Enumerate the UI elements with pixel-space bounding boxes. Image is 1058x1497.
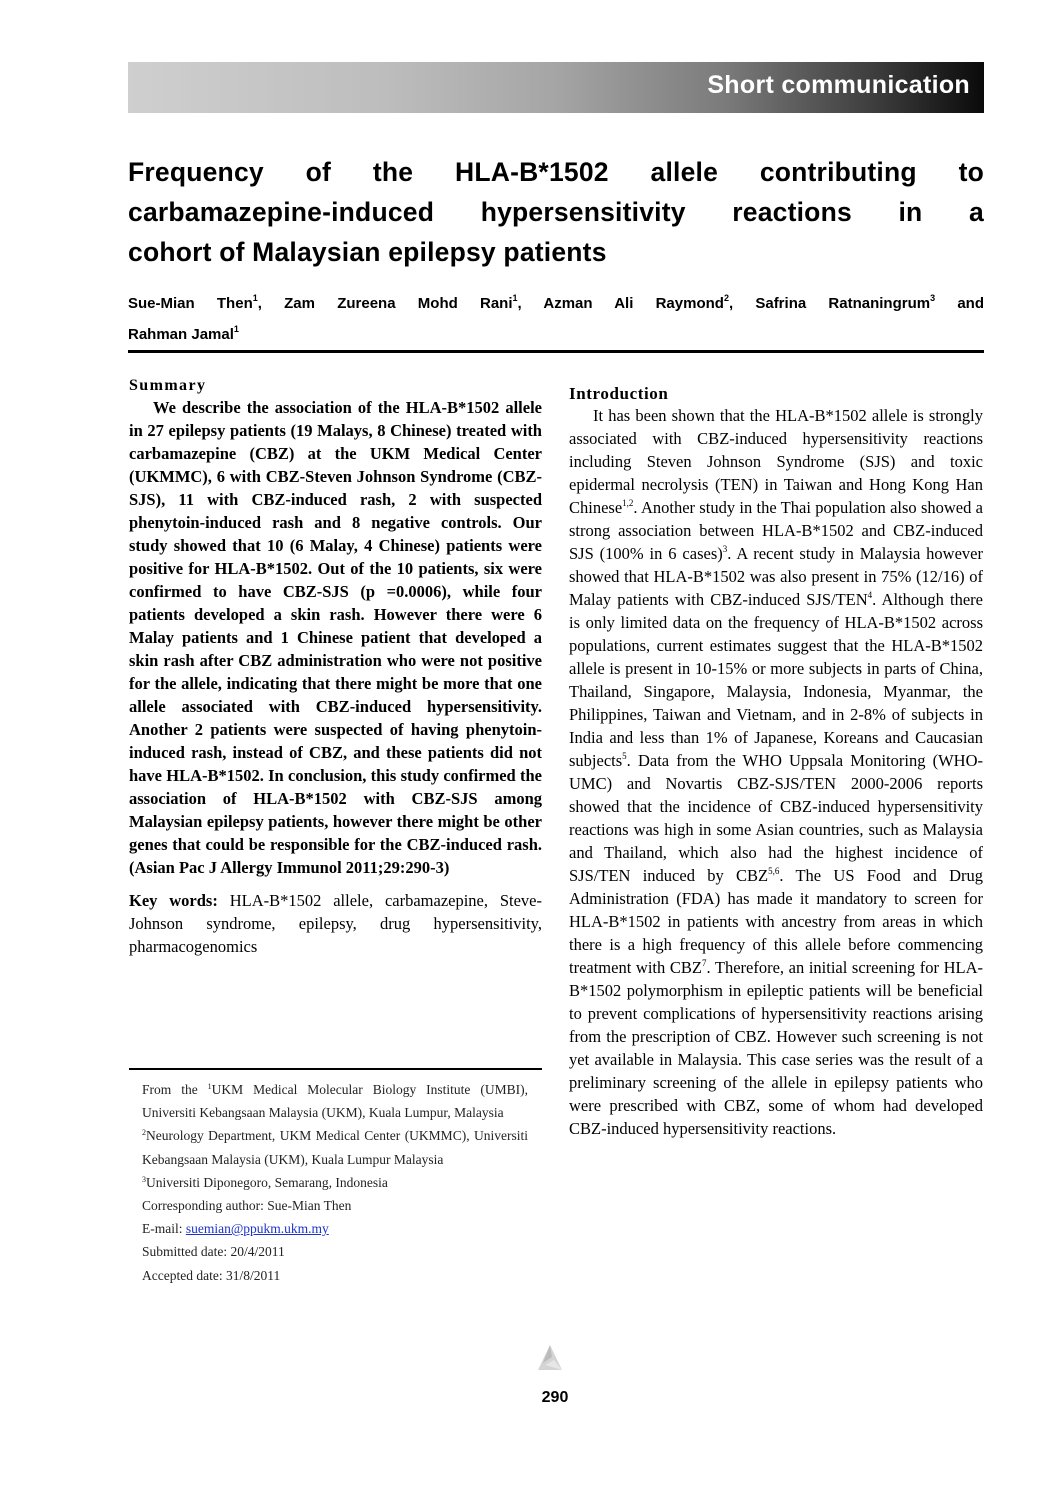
- introduction-heading: Introduction: [569, 384, 669, 403]
- author-affil: 1: [233, 324, 239, 334]
- affil-sup: 3: [142, 1174, 146, 1184]
- citation-ref: 4: [867, 590, 873, 600]
- author-list: [128, 288, 984, 350]
- authors-line-1: [128, 288, 984, 319]
- keywords: [129, 889, 542, 958]
- citation-ref: 5: [622, 751, 627, 761]
- section-label: Short communication: [707, 71, 970, 99]
- author-name: Zam Zureena Mohd Rani: [284, 295, 513, 312]
- affil-text: UKM Medical Molecular Biology Institute (UMBI), Universiti Kebangsaan Malaysia (UKM), Kuala Lumpur, Malaysia: [142, 1082, 528, 1121]
- journal-triangle-logo-icon: [535, 1343, 565, 1373]
- author-name: Sue-Mian Then: [128, 295, 253, 312]
- affiliation-2: [142, 1124, 528, 1170]
- author-affil: 3: [930, 293, 936, 303]
- introduction-text: [569, 404, 983, 1140]
- affil-sup: 2: [142, 1128, 146, 1138]
- intro-seg: . A recent study in Malaysia however showed that HLA-B*1502 was also present in 75% (12/16) of Malay patients with CBZ-induced SJS/TEN: [569, 544, 983, 609]
- citation-ref: 5,6: [768, 866, 780, 876]
- author-sep: ,: [257, 295, 285, 312]
- corresponding-author: Corresponding author: Sue-Mian Then: [142, 1198, 352, 1214]
- article-title: [128, 152, 984, 272]
- intro-seg: . Another study in the Thai population also showed a strong association between HLA-B*1502 and CBZ-induced SJS (100% in 6 cases): [569, 498, 983, 563]
- footnote-divider: [129, 1068, 542, 1070]
- author-affil: 1: [512, 293, 518, 303]
- left-column: [129, 376, 542, 958]
- affil-prefix: From the: [142, 1082, 208, 1097]
- author-name: Azman Ali Raymond: [543, 295, 724, 312]
- section-banner: [128, 62, 984, 113]
- author-sep: ,: [728, 295, 756, 312]
- footnotes: [142, 1078, 528, 1287]
- affiliation-1: [142, 1078, 528, 1124]
- keywords-list: HLA-B*1502 allele, carbamazepine, Steve-Johnson syndrome, epilepsy, drug hypersensitivity, pharmacogenomics: [129, 891, 543, 956]
- accepted-date: Accepted date: 31/8/2011: [142, 1267, 281, 1283]
- title-line: carbamazepine-induced hypersensitivity reactions in a: [128, 197, 984, 227]
- email-line: [142, 1217, 528, 1240]
- author-name: Rahman Jamal: [128, 326, 234, 343]
- intro-seg: It has been shown that the HLA-B*1502 allele is strongly associated with CBZ-induced hypersensitivity reactions including Steven Johnson Syndrome (SJS) and toxic epidermal necrolysis (TEN) in Taiwan and Hong Kong Han Chinese: [569, 406, 983, 517]
- citation-ref: 1,2: [622, 498, 634, 508]
- summary-body: We describe the association of the HLA-B*1502 allele in 27 epilepsy patients (19 Malays, 8 Chinese) treated with carbamazepine (CBZ) at the UKM Medical Center (UKMMC), 6 with CBZ-Steven Johnson Syndrome (CBZ-SJS), 11 with CBZ-induced rash, 2 with suspected phenytoin-induced rash and 8 negative controls. Our study showed that 10 (6 Malay, 4 Chinese) patients were positive for HLA-B*1502. Out of the 10 patients, six were confirmed to have CBZ-SJS (p =0.0006), while four patients developed a skin rash. However there were 6 Malay patients and 1 Chinese patient that developed a skin rash after CBZ administration who were not positive for the allele, indicating that there might be more that one allele associated with CBZ-induced hypersensitivity. Another 2 patients were suspected of having phenytoin-induced rash, instead of CBZ, and these patients did not have HLA-B*1502. In conclusion, this study confirmed the association of HLA-B*1502 with CBZ-SJS among Malaysian epilepsy patients, however there might be other genes that could be responsible for the CBZ-induced rash. (Asian Pac J Allergy Immunol 2011;29:290-3): [129, 398, 542, 877]
- email-link[interactable]: suemian@ppukm.ukm.my: [185, 1221, 329, 1237]
- authors-line-2: [128, 326, 239, 343]
- citation-ref: 7: [701, 958, 707, 968]
- summary-heading: Summary: [129, 377, 207, 394]
- author-sep: ,: [517, 295, 544, 312]
- title-line: cohort of Malaysian epilepsy patients: [128, 237, 607, 267]
- author-name: Safrina Ratnaningrum: [755, 295, 931, 312]
- submitted-date: Submitted date: 20/4/2011: [142, 1244, 285, 1260]
- author-affil: 2: [723, 293, 729, 303]
- title-line: Frequency of the HLA-B*1502 allele contributing to: [128, 157, 984, 187]
- affil-sup: 1: [207, 1082, 212, 1091]
- author-sep: and: [935, 295, 984, 312]
- affil-text: Neurology Department, UKM Medical Center (UKMMC), Universiti Kebangsaan Malaysia (UKM), Kuala Lumpur Malaysia: [142, 1128, 528, 1167]
- intro-seg: . Although there is only limited data on the frequency of HLA-B*1502 across populations, current estimates suggest that the HLA-B*1502 allele is present in 10-15% or more subjects in parts of China, Thailand, Singapore, Malaysia, Indonesia, Myanmar, the Philippines, Taiwan and Vietnam, and in 2-8% of subjects in India and less than 1% of Japanese, Koreans and Caucasian subjects: [569, 590, 983, 770]
- intro-seg: . Therefore, an initial screening for HLA-B*1502 polymorphism in epileptic patients will be beneficial to prevent complications of hypersensitivity reactions arising from the prescription of CBZ. However such screening is not yet available in Malaysia. This case series was the result of a preliminary screening of the allele in epilepsy patients who were prescribed with CBZ, some of whom had developed CBZ-induced hypersensitivity reactions.: [569, 958, 983, 1138]
- intro-seg: . Data from the WHO Uppsala Monitoring (WHO-UMC) and Novartis CBZ-SJS/TEN 2000-2006 reports showed that the incidence of CBZ-induced hypersensitivity reactions was high in some Asian countries, such as Malaysia and Thailand, which also had the highest incidence of SJS/TEN induced by CBZ: [569, 751, 983, 885]
- intro-seg: . The US Food and Drug Administration (FDA) has made it mandatory to screen for HLA-B*1502 in patients with ancestry from areas in which there is a high frequency of this allele before commencing treatment with CBZ: [569, 866, 983, 977]
- affiliation-3: [142, 1171, 528, 1194]
- right-column: [569, 384, 983, 1140]
- keywords-label: Key words:: [129, 891, 218, 910]
- citation-ref: 3: [722, 544, 728, 554]
- affil-text: Universiti Diponegoro, Semarang, Indonesia: [146, 1174, 388, 1190]
- email-label: E-mail:: [142, 1221, 186, 1237]
- page-number: 290: [541, 1389, 569, 1406]
- author-affil: 1: [252, 293, 258, 303]
- header-divider: [128, 350, 984, 353]
- summary-text: [129, 396, 542, 879]
